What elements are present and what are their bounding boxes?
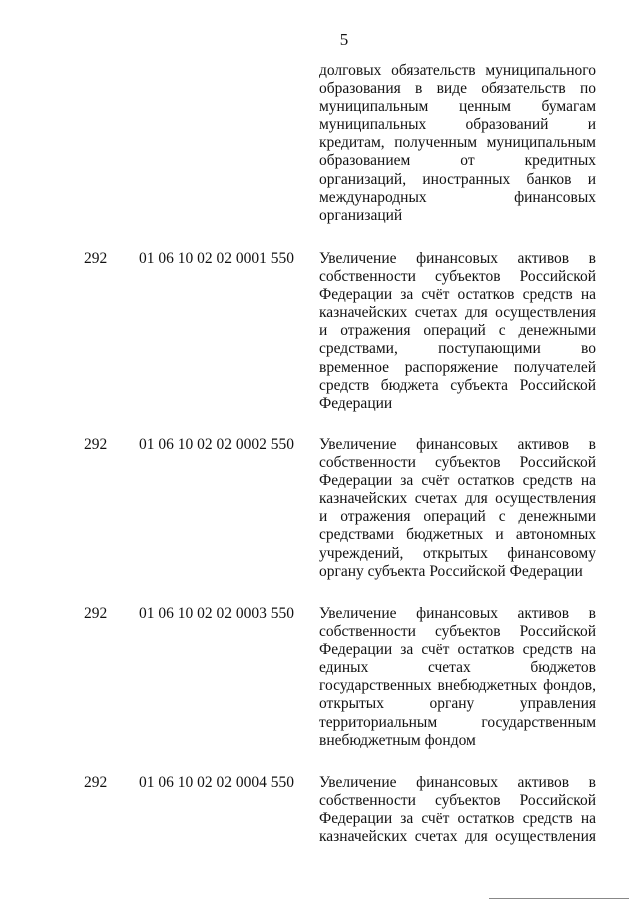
desc-line: муниципальных образований и bbox=[319, 116, 596, 134]
desc-line: собственности субъектов Российской bbox=[319, 623, 596, 641]
row-description bbox=[319, 774, 596, 846]
row-description bbox=[319, 605, 596, 750]
desc-line: образования в виде обязательств по bbox=[319, 80, 596, 98]
desc-line: казначейских счетах для осуществления bbox=[319, 304, 596, 322]
desc-line: средствами, поступающими во bbox=[319, 340, 596, 358]
desc-line: и отражения операций с денежными bbox=[319, 508, 596, 526]
desc-line: Федерации за счёт остатков средств на bbox=[319, 472, 596, 490]
desc-line: органу субъекта Российской Федерации bbox=[319, 562, 583, 580]
desc-line: собственности субъектов Российской bbox=[319, 792, 596, 810]
desc-line: международных финансовых bbox=[319, 188, 596, 206]
desc-line: территориальным государственным bbox=[319, 713, 596, 731]
budget-classification-code: 01 06 10 02 02 0003 550 bbox=[139, 605, 294, 622]
description-continuation bbox=[319, 62, 596, 225]
desc-line: собственности субъектов Российской bbox=[319, 268, 596, 286]
desc-line: казначейских счетах для осуществления bbox=[319, 490, 596, 508]
row-description bbox=[319, 436, 596, 581]
desc-line: средств бюджета субъекта Российской bbox=[319, 376, 596, 394]
budget-classification-code: 01 06 10 02 02 0004 550 bbox=[139, 774, 294, 791]
page-number: 5 bbox=[339, 30, 349, 49]
desc-line: временное распоряжение получателей bbox=[319, 358, 596, 376]
desc-line: муниципальным ценным бумагам bbox=[319, 98, 596, 116]
admin-code: 292 bbox=[84, 250, 108, 267]
desc-line: Увеличение финансовых активов в bbox=[319, 436, 596, 453]
admin-code: 292 bbox=[84, 605, 108, 622]
desc-line: Федерации bbox=[319, 394, 393, 412]
desc-line: кредитам, полученным муниципальным bbox=[319, 134, 596, 152]
admin-code: 292 bbox=[84, 436, 108, 453]
desc-line: организаций bbox=[319, 206, 403, 224]
page-footer-rule bbox=[489, 898, 629, 899]
desc-line: казначейских счетах для осуществления bbox=[319, 828, 596, 846]
desc-line: учреждений, открытых финансовому bbox=[319, 544, 596, 562]
desc-line: открытых органу управления bbox=[319, 695, 596, 713]
desc-line: Федерации за счёт остатков средств на bbox=[319, 641, 596, 659]
desc-line: внебюджетным фондом bbox=[319, 731, 476, 749]
row-description bbox=[319, 250, 596, 413]
desc-line: государственных внебюджетных фондов, bbox=[319, 677, 596, 695]
desc-line: и отражения операций с денежными bbox=[319, 322, 596, 340]
budget-classification-code: 01 06 10 02 02 0001 550 bbox=[139, 250, 294, 267]
desc-line: средствами бюджетных и автономных bbox=[319, 526, 596, 544]
desc-line: Федерации за счёт остатков средств на bbox=[319, 810, 596, 828]
desc-line: Увеличение финансовых активов в bbox=[319, 605, 596, 622]
budget-classification-code: 01 06 10 02 02 0002 550 bbox=[139, 436, 294, 453]
desc-line: единых счетах бюджетов bbox=[319, 659, 596, 677]
desc-line: долговых обязательств муниципального bbox=[319, 62, 596, 79]
desc-line: Увеличение финансовых активов в bbox=[319, 250, 596, 267]
admin-code: 292 bbox=[84, 774, 108, 791]
desc-line: организаций, иностранных банков и bbox=[319, 170, 596, 188]
desc-line: Федерации за счёт остатков средств на bbox=[319, 286, 596, 304]
desc-line: собственности субъектов Российской bbox=[319, 454, 596, 472]
desc-line: образованием от кредитных bbox=[319, 152, 596, 170]
desc-line: Увеличение финансовых активов в bbox=[319, 774, 596, 791]
